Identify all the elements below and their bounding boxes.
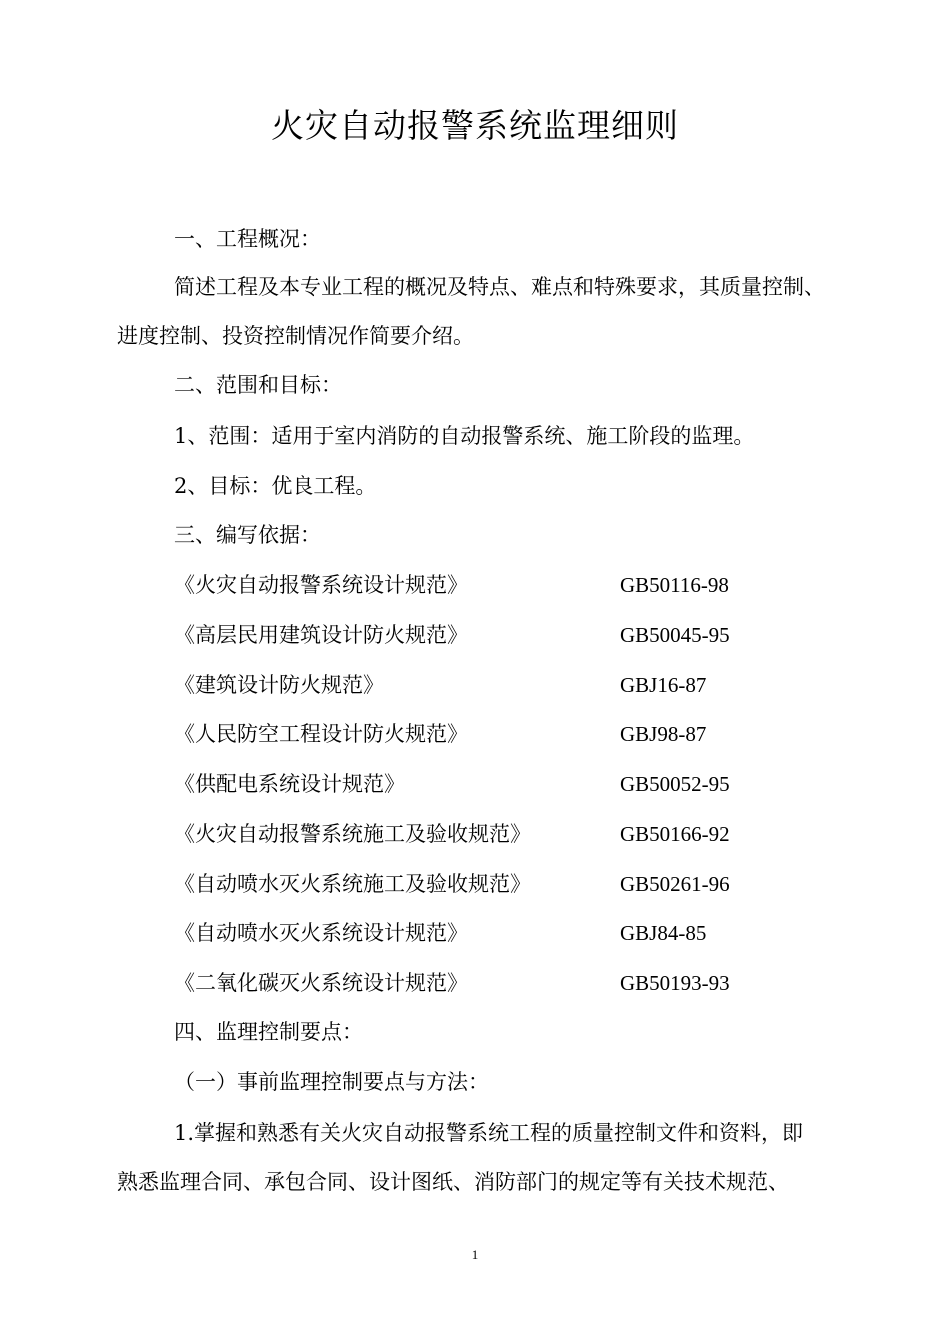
reference-name: 《自动喷水灭火系统设计规范》 <box>174 921 468 945</box>
reference-name: 《建筑设计防火规范》 <box>174 673 384 697</box>
reference-name: 《自动喷水灭火系统施工及验收规范》 <box>174 872 531 896</box>
scope-item: 1、范围：适用于室内消防的自动报警系统、施工阶段的监理。 <box>174 424 755 448</box>
subsection-heading-pre-control: （一）事前监理控制要点与方法： <box>174 1070 489 1094</box>
reference-name: 《人民防空工程设计防火规范》 <box>174 722 468 746</box>
reference-code: GB50052-95 <box>620 772 730 796</box>
control-paragraph-line-1: 1.掌握和熟悉有关火灾自动报警系统工程的质量控制文件和资料，即 <box>174 1121 804 1145</box>
reference-code: GB50193-93 <box>620 971 730 995</box>
reference-code: GB50261-96 <box>620 872 730 896</box>
reference-name: 《高层民用建筑设计防火规范》 <box>174 623 468 647</box>
reference-name: 《供配电系统设计规范》 <box>174 772 405 796</box>
section-heading-scope: 二、范围和目标： <box>174 373 342 397</box>
target-item: 2、目标：优良工程。 <box>174 474 377 498</box>
document-title: 火灾自动报警系统监理细则 <box>271 106 679 145</box>
reference-name: 《火灾自动报警系统施工及验收规范》 <box>174 822 531 846</box>
reference-name: 《二氧化碳灭火系统设计规范》 <box>174 971 468 995</box>
page-number: 1 <box>471 1247 479 1262</box>
reference-code: GB50166-92 <box>620 822 730 846</box>
section-heading-basis: 三、编写依据： <box>174 523 321 547</box>
section-heading-overview: 一、工程概况： <box>174 227 321 251</box>
reference-code: GB50045-95 <box>620 623 730 647</box>
reference-code: GBJ98-87 <box>620 722 707 746</box>
reference-name: 《火灾自动报警系统设计规范》 <box>174 573 468 597</box>
control-paragraph-line-2: 熟悉监理合同、承包合同、设计图纸、消防部门的规定等有关技术规范、 <box>117 1170 789 1194</box>
section-heading-control-points: 四、监理控制要点： <box>174 1020 363 1044</box>
overview-paragraph-line-1: 简述工程及本专业工程的概况及特点、难点和特殊要求，其质量控制、 <box>174 275 825 299</box>
reference-code: GBJ84-85 <box>620 921 707 945</box>
reference-code: GBJ16-87 <box>620 673 707 697</box>
overview-paragraph-line-2: 进度控制、投资控制情况作简要介绍。 <box>117 324 474 348</box>
reference-code: GB50116-98 <box>620 573 729 597</box>
